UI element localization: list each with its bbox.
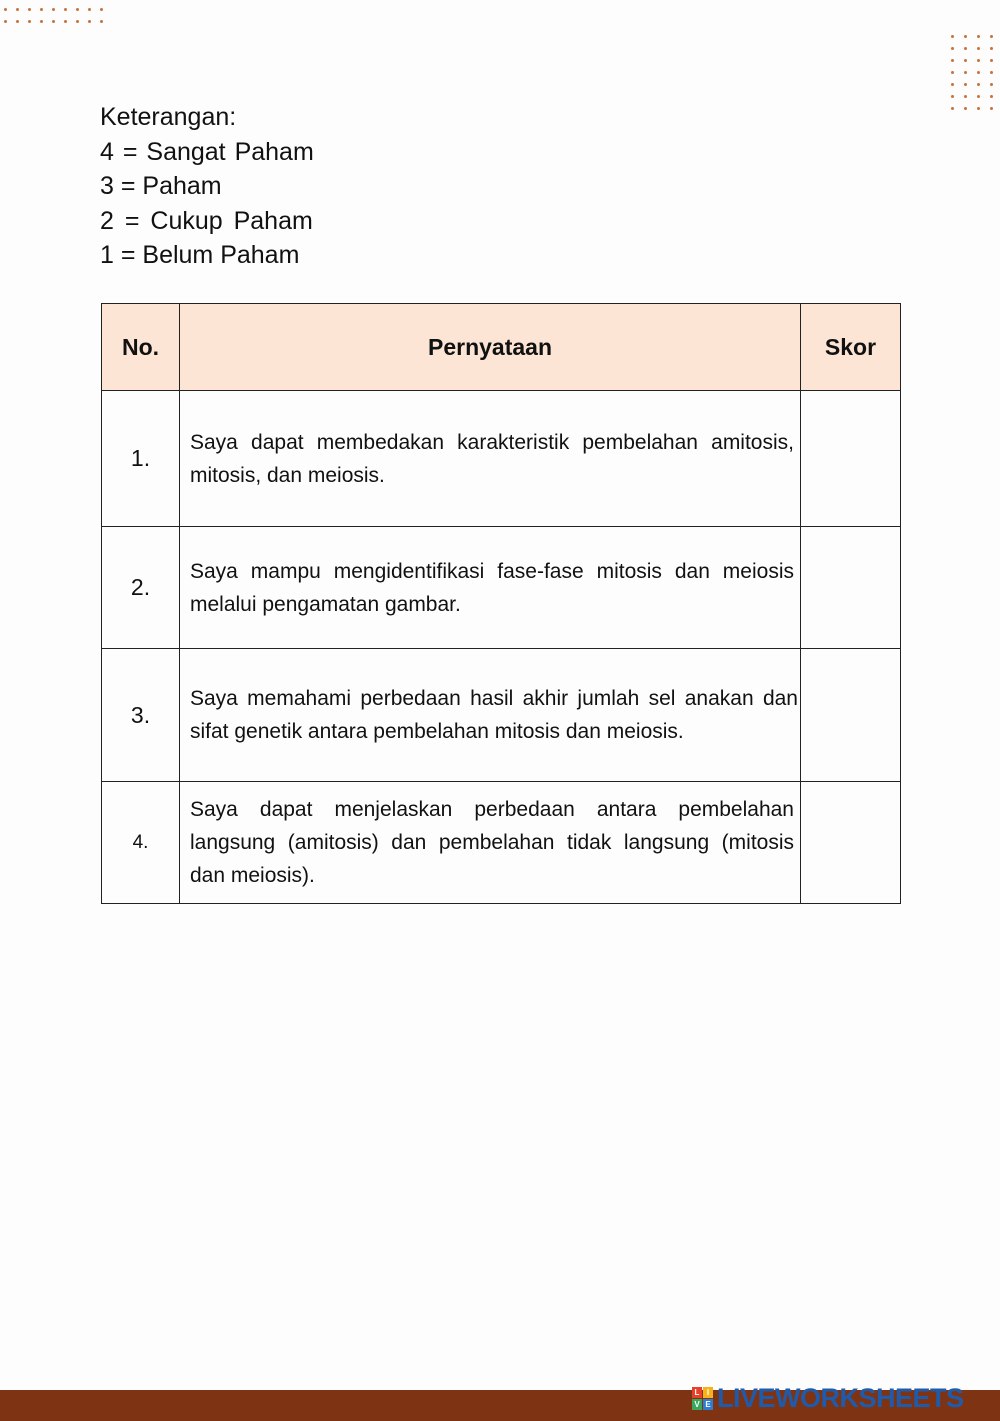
decorative-dot — [964, 107, 967, 110]
table-row — [102, 391, 901, 527]
decorative-dot — [40, 8, 43, 11]
decorative-dots-top-left — [4, 8, 103, 23]
legend-item-1: 1 = Belum Paham — [100, 241, 300, 269]
legend-item-2: 2 = Cukup Paham — [100, 206, 313, 235]
decorative-dot — [64, 8, 67, 11]
decorative-dot — [990, 107, 993, 110]
liveworksheets-logo-icon — [692, 1387, 713, 1410]
decorative-dot — [990, 83, 993, 86]
row-statement: Saya dapat membedakan karakteristik pembelahan amitosis, mitosis, dan meiosis. — [180, 391, 801, 527]
header-statement: Pernyataan — [180, 304, 801, 391]
decorative-dot — [964, 83, 967, 86]
decorative-dot — [16, 20, 19, 23]
brand-text: LIVEWORKSHEETS — [717, 1382, 964, 1413]
decorative-dot — [990, 59, 993, 62]
logo-letter: L — [692, 1387, 702, 1398]
header-no: No. — [102, 304, 180, 391]
decorative-dot — [990, 47, 993, 50]
decorative-dot — [990, 71, 993, 74]
row-statement: Saya dapat menjelaskan perbedaan antara pembelahan langsung (amitosis) dan pembelahan tidak langsung (mitosis dan meiosis). — [180, 782, 801, 904]
decorative-dot — [977, 71, 980, 74]
decorative-dot — [88, 8, 91, 11]
decorative-dot — [964, 71, 967, 74]
score-cell[interactable] — [801, 391, 901, 527]
decorative-dot — [28, 20, 31, 23]
decorative-dot — [76, 20, 79, 23]
logo-letter: E — [703, 1399, 713, 1410]
row-statement: Saya memahami perbedaan hasil akhir jumlah sel anakan dan sifat genetik antara pembelahan mitosis dan meiosis. — [180, 649, 801, 782]
decorative-dot — [52, 8, 55, 11]
decorative-dot — [951, 71, 954, 74]
decorative-dot — [964, 47, 967, 50]
decorative-dot — [4, 20, 7, 23]
row-statement: Saya mampu mengidentifikasi fase-fase mitosis dan meiosis melalui pengamatan gambar. — [180, 527, 801, 649]
table-row — [102, 649, 901, 782]
logo-letter: V — [692, 1399, 702, 1410]
decorative-dot — [951, 107, 954, 110]
decorative-dot — [76, 8, 79, 11]
legend-item-3: 3 = Paham — [100, 172, 222, 200]
header-score: Skor — [801, 304, 901, 391]
table-row — [102, 782, 901, 904]
decorative-dot — [990, 95, 993, 98]
decorative-dot — [964, 59, 967, 62]
row-number: 4. — [102, 782, 180, 904]
decorative-dot — [100, 20, 103, 23]
row-number: 1. — [102, 391, 180, 527]
decorative-dot — [88, 20, 91, 23]
score-cell[interactable] — [801, 649, 901, 782]
decorative-dot — [977, 107, 980, 110]
score-cell[interactable] — [801, 782, 901, 904]
decorative-dot — [964, 95, 967, 98]
decorative-dots-top-right — [951, 35, 993, 110]
decorative-dot — [64, 20, 67, 23]
decorative-dot — [964, 35, 967, 38]
logo-letter: I — [703, 1387, 713, 1398]
decorative-dot — [100, 8, 103, 11]
decorative-dot — [951, 35, 954, 38]
score-cell[interactable] — [801, 527, 901, 649]
liveworksheets-brand[interactable] — [692, 1381, 964, 1415]
decorative-dot — [977, 95, 980, 98]
row-number: 3. — [102, 649, 180, 782]
decorative-dot — [40, 20, 43, 23]
decorative-dot — [28, 8, 31, 11]
decorative-dot — [977, 35, 980, 38]
score-legend — [100, 100, 314, 273]
decorative-dot — [977, 59, 980, 62]
decorative-dot — [977, 83, 980, 86]
decorative-dot — [4, 8, 7, 11]
decorative-dot — [951, 59, 954, 62]
decorative-dot — [951, 47, 954, 50]
legend-item-4: 4 = Sangat Paham — [100, 137, 314, 166]
decorative-dot — [977, 47, 980, 50]
decorative-dot — [52, 20, 55, 23]
decorative-dot — [951, 83, 954, 86]
table-header-row — [102, 304, 901, 391]
table-row — [102, 527, 901, 649]
row-number: 2. — [102, 527, 180, 649]
legend-title: Keterangan: — [100, 103, 237, 131]
decorative-dot — [16, 8, 19, 11]
self-assessment-table — [101, 303, 901, 904]
decorative-dot — [951, 95, 954, 98]
decorative-dot — [990, 35, 993, 38]
